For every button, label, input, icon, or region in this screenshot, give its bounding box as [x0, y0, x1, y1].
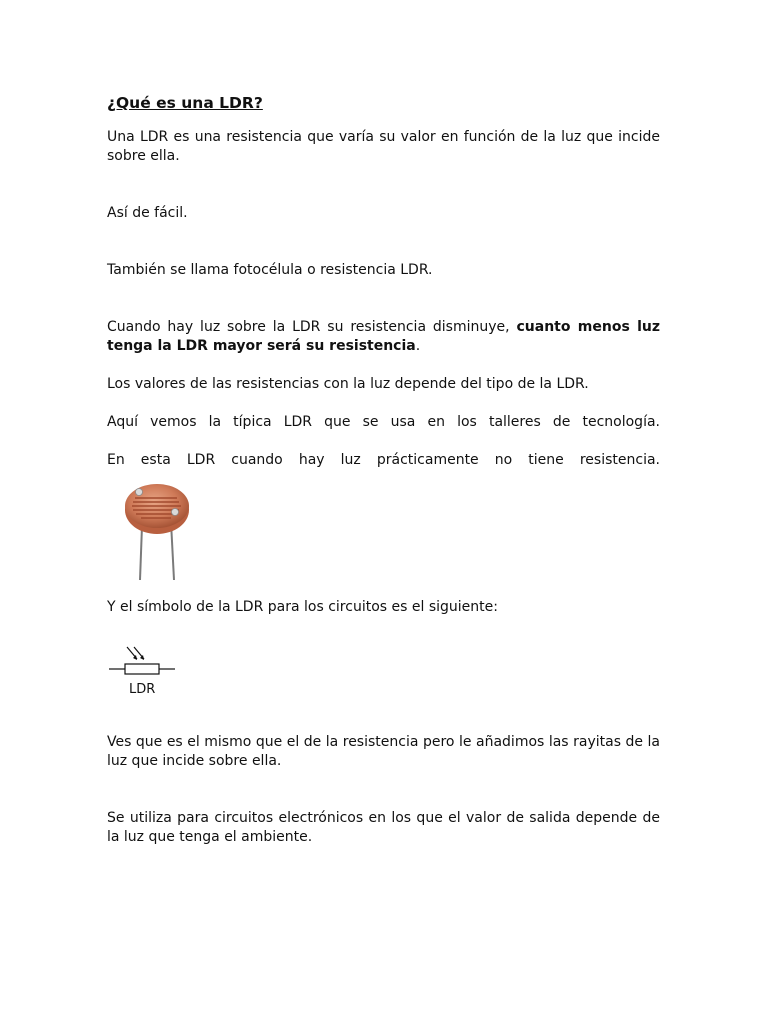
paragraph-typical: Aquí vemos la típica LDR que se usa en los talleres de tecnología.: [107, 414, 660, 430]
paragraph-definition: Una LDR es una resistencia que varía su valor en función de la luz que incide sobre ella.: [107, 129, 660, 164]
paragraph-alias: También se llama fotocélula o resistencia LDR.: [107, 262, 433, 278]
paragraph-symbol-intro: Y el símbolo de la LDR para los circuitos es el siguiente:: [107, 599, 498, 615]
paragraph-symbol-explained: Ves que es el mismo que el de la resistencia pero le añadimos las rayitas de la luz que incide sobre ella.: [107, 734, 660, 769]
ldr-symbol-image: [109, 645, 183, 703]
ldr-symbol-label: LDR: [129, 682, 156, 697]
paragraph-behavior-start: Cuando hay luz sobre la LDR su resistencia disminuye,: [107, 319, 517, 335]
ldr-photo-image: [119, 482, 199, 582]
paragraph-behavior: [107, 318, 660, 356]
paragraph-behavior-bold: cuanto menos luz tenga la LDR mayor será su resistencia: [107, 319, 661, 354]
page-title: ¿Qué es una LDR?: [107, 94, 263, 112]
paragraph-behavior-end: .: [415, 338, 421, 354]
document-body: [107, 93, 660, 847]
paragraph-values: Los valores de las resistencias con la luz depende del tipo de la LDR.: [107, 376, 589, 392]
paragraph-usage: Se utiliza para circuitos electrónicos en los que el valor de salida depende de la luz que tenga el ambiente.: [107, 810, 660, 845]
paragraph-light: En esta LDR cuando hay luz prácticamente no tiene resistencia.: [107, 452, 660, 468]
paragraph-easy: Así de fácil.: [107, 205, 188, 221]
